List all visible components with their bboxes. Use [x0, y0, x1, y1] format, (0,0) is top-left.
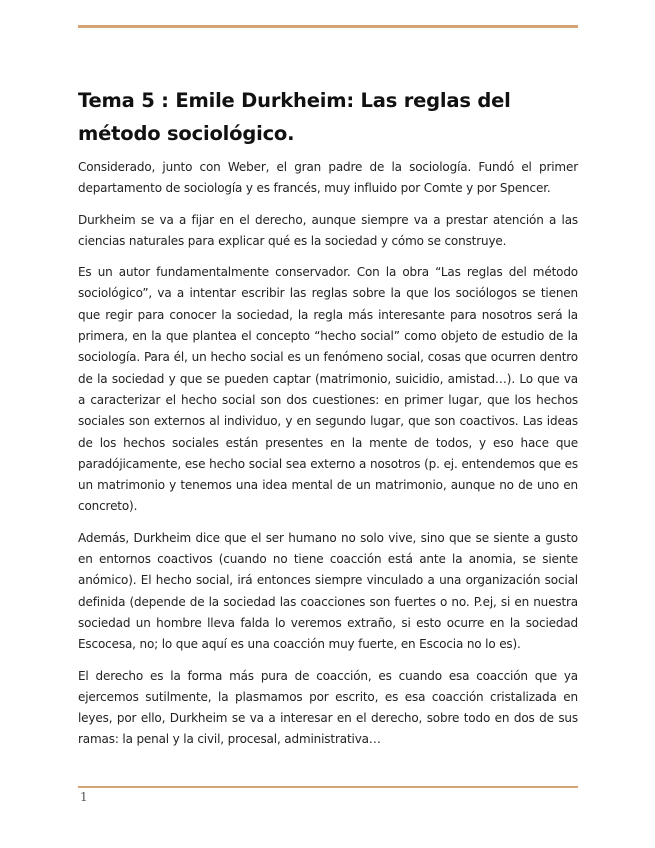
paragraph-2: Durkheim se va a fijar en el derecho, aunque siempre va a prestar atención a las ciencias naturales para explicar qué es la sociedad y cómo se construye.: [78, 212, 578, 248]
paragraph-4: Además, Durkheim dice que el ser humano no solo vive, sino que se siente a gusto en entornos coactivos (cuando no tiene coacción está ante la anomia, se siente anómico). El hecho social, irá entonces siempre vinculado a una organización social definida (depende de la sociedad las coacciones son fuertes o no. P.ej, si en nuestra sociedad un hombre lleva falda lo veremos extraño, si esto ocurre en la sociedad Escocesa, no; lo que aquí es una coacción muy fuerte, en Escocia no lo es).: [78, 530, 578, 652]
paragraph-5: El derecho es la forma más pura de coacción, es cuando esa coacción que ya ejercemos sutilmente, la plasmamos por escrito, es esa coacción cristalizada en leyes, por ello, Durkheim se va a interesar en el derecho, sobre todo en dos de sus ramas: la penal y la civil, procesal, administrativa…: [78, 668, 578, 747]
header-rule: [78, 25, 578, 28]
document-body: [78, 157, 578, 761]
page-number: 1: [80, 790, 88, 804]
page-title: Tema 5 : Emile Durkheim: Las reglas del método sociológico.: [78, 89, 511, 145]
footer-rule: [78, 786, 578, 788]
paragraph-1: Considerado, junto con Weber, el gran padre de la sociología. Fundó el primer departamento de sociología y es francés, muy influido por Comte y por Spencer.: [78, 160, 578, 196]
paragraph-3: Es un autor fundamentalmente conservador. Con la obra “Las reglas del método sociológico”, va a intentar escribir las reglas sobre la que los sociólogos se tienen que regir para conocer la sociedad, la regla más interesante para nosotros será la primera, en la que plantea el concepto “hecho social” como objeto de estudio de la sociología. Para él, un hecho social es un fenómeno social, cosas que ocurren dentro de la sociedad y que se pueden captar (matrimonio, suicidio, amistad…). Lo que va a caracterizar el hecho social son dos cuestiones: en primer lugar, que los hechos sociales son externos al individuo, y en segundo lugar, que son coactivos. Las ideas de los hechos sociales están presentes en la mente de todos, y eso hace que paradójicamente, ese hecho social sea externo a nosotros (p. ej. entendemos que es un matrimonio y tenemos una idea mental de un matrimonio, aunque no de uno en concreto).: [78, 265, 578, 514]
